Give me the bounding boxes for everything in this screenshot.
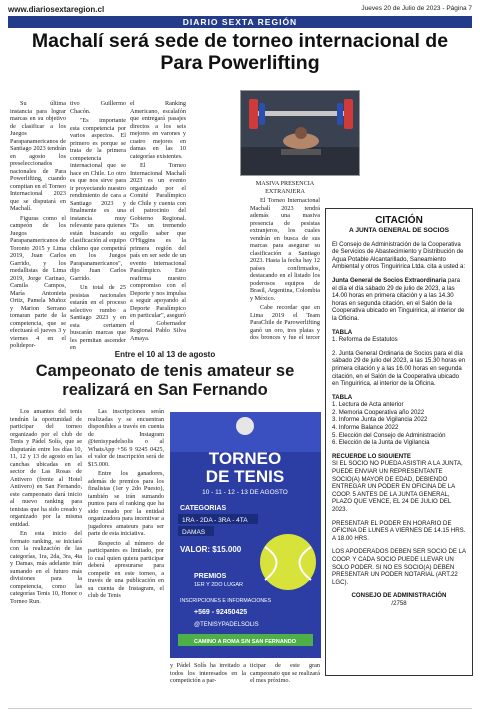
- notice-extra-rest: para el día el día sábado 29 de julio de 2023, a las 14.00 horas en primera citación y a las 14.30 horas en segunda citación, en el Salón de la Cooperativa ubicado en Tinguiririca, al interior de la Oficina.: [332, 276, 465, 322]
- article2-col3: [170, 662, 246, 702]
- article1-col1: [10, 100, 66, 350]
- poster-address: CAMINO A ROMA S/N SAN FERNANDO: [193, 639, 297, 645]
- poster-valor: VALOR: $15.000: [180, 545, 242, 554]
- article2-col2: [88, 408, 164, 708]
- page-date: Jueves 20 de Julio de 2023 - Página 7: [361, 5, 472, 12]
- paragraph: Su última instancia para lograr marcas en su objetivo de clasificar a los Juegos Parapanamericanos de Santiago 2023 tendrán en agosto los preseleccionados nacionales de Para Powerlifting, cuando compitan en el Torneo Internacional 2023 que se disputará en Machalí.: [10, 100, 66, 212]
- paragraph: tivo Guillermo Chacón.: [70, 100, 126, 115]
- page-header: [8, 4, 472, 16]
- notice-title: CITACIÓN: [375, 215, 423, 226]
- notice-ordinaria: 2. Junta General Ordinaria de Socios para el día sábado 29 de julio del 2023, a las 15.30 horas en primera citación y a las 16.00 horas en segunda citación, en el Salón de la Cooperativa ubicado en Tinguiririca, al interior de la Oficina.: [332, 349, 466, 388]
- paragraph: ticipar de este gran campeonato que se realizará el mes próximo.: [250, 662, 320, 684]
- article2-col1: [10, 408, 82, 708]
- section-title: DIARIO SEXTA REGIÓN: [182, 17, 298, 27]
- paragraph: En esta inicio del formato ranking, se iniciará con la realización de las categorías, 1ra, 2da, 3ra, 4ta y Damas, más adelante irán sumando en el futuro más divisiones para la competencia, como las categorías Tenis 10, Honor o Torneo Run.: [10, 530, 82, 605]
- apoderados-text: LOS APODERADOS DEBEN SER SOCIO DE LA COOP. Y CADA SOCIO PUEDE LLEVAR UN SOLO PODER. SI NO ES SOCIO(A) DEBEN PRESENTAR UN PODER NOTARIAL (ART.22 LGC).: [332, 548, 466, 586]
- poster-dates: 10 - 11 - 12 - 13 DE AGOSTO: [202, 489, 288, 496]
- list-item: 1. Reforma de Estatutos: [332, 336, 398, 344]
- notice-signature: CONSEJO DE ADMINISTRACIÓN: [351, 592, 447, 600]
- paragraph: Los amantes del tenis tendrán la oportunidad de participar del torneo organizado por el club de Tenis y Pádel Solís, que se disputarán entre los días 10, 11, 12 y 13 de agosto en las canchas ubicadas en el sector de Las Rosas de Antivero (frente al Hotel Antivero) en San Fernando, este campeonato dará inicio al nuevo ranking para tenistas que ha sido creado y organizado por la misma entidad.: [10, 408, 82, 528]
- paragraph: Figuras como el campeón de los Juegos Parapanamericanos de Toronto 2015 y Lima 2019, Juan Carlos Garrido, y los medallistas de Lima 2019, Jorge Carinao, Camila Campos, María Antonieta Ortiz, Pamela Muñoz y Marion Serrano tomaran parte de la competencia, que se efectuará el jueves 3 y viernes 4 en el polidepor-: [10, 214, 66, 349]
- paragraph: el Ranking Americano, escalafón que entregará pasajes directos a los seis mejores en varones y cuatro mejores en damas en las 10 categorías existentes.: [130, 100, 186, 160]
- article2-headline: Campeonato de tenis amateur se realizará en San Fernando: [35, 362, 295, 399]
- tabla2-title: TABLA: [332, 393, 353, 401]
- paragraph: Un total de 25 pesistas nacionales estarán en el proceso selectivo rumbo a Santiago 2023 y en esta certamen buscarán marcas que les permitan ascender en: [70, 284, 126, 350]
- poster-graphic: [170, 412, 321, 658]
- powerlifting-photo: [240, 90, 360, 176]
- notice-code: /2758: [391, 599, 407, 607]
- list-item: 5. Elección del Consejo de Administración: [332, 431, 446, 439]
- subheading: MASIVA PRESENCIA EXTRANJERA: [255, 180, 315, 195]
- footer-divider: [8, 708, 472, 709]
- article2-col4: [250, 662, 320, 702]
- list-item: 1. Lectura de Acta anterior: [332, 401, 404, 409]
- paragraph: "Es importante esta competencia por varios aspectos. El primero es porque se trata de la primera competencia internacional que se hace en Chile. Lo otro es que nos sirve para ir proyectando nuestro rendimiento de cara a Santiago 2023 y finalmente es una instancia muy relevante para quienes están buscando su clasificación al equipo chileno que competirá en los Juegos Parapanamericanos", dijo Juan Carlos Garrido.: [70, 117, 126, 282]
- tabla2-list: [332, 401, 466, 447]
- article1-col4: [250, 180, 320, 340]
- presentar-text: PRESENTAR EL PODER EN HORARIO DE OFICINA DE LUNES A VIERNES DE 14.15 HRS. A 18.00 HRS.: [332, 519, 466, 542]
- poster-premios-sub: 1ER Y 2DO LUGAR: [194, 582, 244, 588]
- tabla1-title: TABLA: [332, 328, 353, 336]
- poster-inscr: INSCRIPCIONES E INFORMACIONES: [180, 598, 272, 604]
- article1-col3: [130, 100, 186, 350]
- notice-subtitle: A JUNTA GENERAL DE SOCIOS: [348, 227, 450, 234]
- list-item: 3. Informe Junta de Vigilancia 2022: [332, 416, 428, 424]
- photo-illustration: [241, 91, 360, 176]
- list-item: 4. Informe Balance 2022: [332, 424, 399, 432]
- poster-title1: TORNEO: [208, 449, 282, 468]
- notice-extraordinaria: [332, 277, 466, 323]
- poster-instagram: @TENISYPADELSOLIS: [194, 622, 259, 628]
- recuerde-text: SI EL SOCIO NO PUEDA ASISTIR A LA JUNTA, PUEDE ENVIAR UN REPRESENTANTE SOCIO(A) MAYOR DE EDAD, DEBIENDO ENTREGAR UN PODER EN OFICINA DE LA COOP. 5 ANTES DE LA JUNTA GENERAL, PLAZO QUE VENCE, EL 24 DE JULIO DEL 2023.: [332, 460, 463, 513]
- tennis-poster: [170, 412, 321, 658]
- poster-premios: PREMIOS: [194, 573, 227, 580]
- club-logo-icon: [236, 417, 254, 435]
- article1-headline: Machalí será sede de torneo internacional de Para Powerlifting: [31, 30, 449, 74]
- poster-phone: +569 - 92450425: [194, 609, 248, 616]
- list-item: 2. Memoria Cooperativa año 2022: [332, 408, 425, 416]
- tabla1-list: [332, 336, 466, 344]
- poster-cats: 1RA - 2DA - 3RA - 4TA: [182, 517, 248, 524]
- paragraph: y Pádel Solís ha invitado a todos los interesados en la competición a par-: [170, 662, 246, 684]
- site-url[interactable]: www.diariosextaregion.cl: [8, 5, 105, 14]
- paragraph: Respecto al número de participantes es limitado, por lo cual quien quiera participar deberá apresurarse para competir en este torneo, a través de una publicación en su cuenta de Instagram, el club de Tenis: [88, 539, 164, 599]
- paragraph: El Torneo Internacional Machalí 2023 tendrá además una masiva presencia de pesistas extranjeros, los cuales vendrán en busca de sus marcas para asegurar su clasificación a Santiago 2023. Hasta la fecha hay 12 países confirmados, destacando en el listado los poderosos equipos de Brasil, Argentina, Colombia y México.: [250, 197, 320, 302]
- paragraph: Cabe recordar que en Lima 2019 el Team ParaChile de Parowerlifting ganó un oro, tres platas y dos bronces y fue el tercer: [250, 304, 320, 340]
- paragraph: El Torneo Internacional Machalí 2023 es un evento organizado por el Comité Paralímpico de Chile y cuenta con el patrocinio del Gobierno Regional. "Es un tremendo orgullo saber que O'Higgins es la primera región del país en ser sede de un evento internacional Paralímpico. Esto reafirma nuestro compromiso con el Deporte y nos impulsa a seguir apoyando al Deporte Paralímpico en particular", aseguró el Gobernador Regional Pablo Silva Amaya.: [130, 162, 186, 342]
- paragraph: Entre los ganadores, además de premios para los finalistas (1er y 2do Puesto), también se irán sumando puntos para el ranking que ha sido creado por la entidad organizadora para incentivar a jugadores amateurs para ser parte de esta iniciativa.: [88, 470, 164, 537]
- paragraph: Las inscripciones serán realizadas y se encuentran disponibles a través en cuenta de Instagram @tenisypadelsolis o al WhatsApp +56 9 9245 0425, el valor de inscripción será de $15.000.: [88, 408, 164, 468]
- list-item: 6. Elección de la Junta de Vigilancia: [332, 439, 430, 447]
- poster-damas: DAMAS: [182, 529, 206, 536]
- article2-kicker: Entre el 10 al 13 de agosto: [114, 350, 216, 359]
- citacion-notice: [325, 208, 473, 676]
- notice-extra-bold: Junta General de Socios Extraordinaria: [332, 276, 447, 284]
- notice-intro: El Consejo de Administración de la Cooperativa de Servicios de Abastecimiento y Distribución de Agua Potable Alcantarillado, Saneamiento Ambiental y otros Tinguiririca Ltda. cita a usted a:: [332, 240, 466, 271]
- poster-cat-label: CATEGORIAS: [180, 505, 227, 512]
- section-bar: [8, 16, 472, 28]
- article1-col2: [70, 100, 126, 350]
- tennis-ball-icon: [260, 534, 316, 590]
- poster-title2: DE TENIS: [205, 467, 285, 486]
- recuerde-title: RECUERDE LO SIGUIENTE: [332, 452, 411, 460]
